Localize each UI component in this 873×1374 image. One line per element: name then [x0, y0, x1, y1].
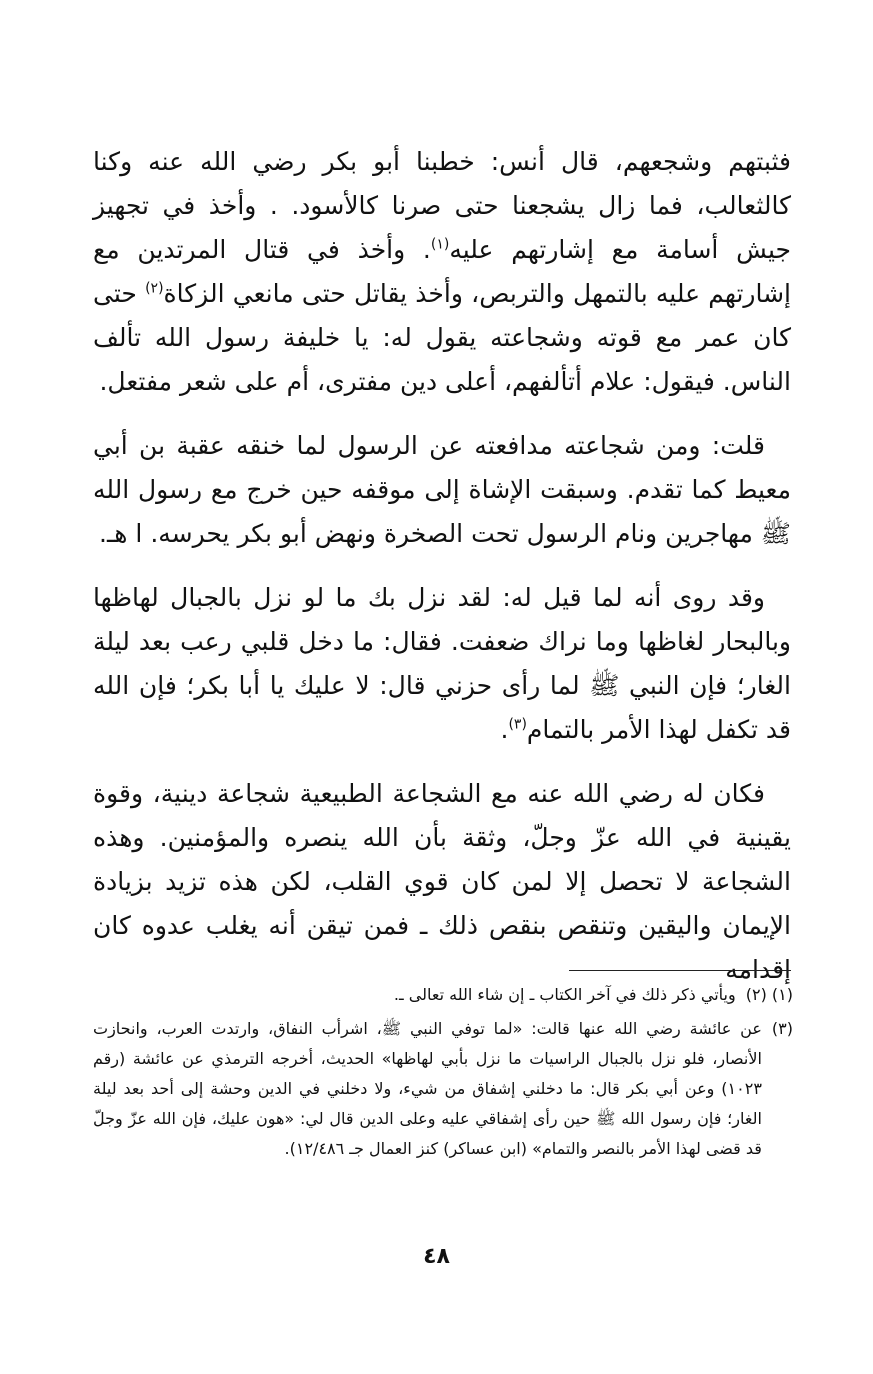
- paragraph-1: [93, 140, 791, 404]
- footnote-number: (١) (٢): [745, 985, 793, 1004]
- paragraph-1-part-c: حتى كان عمر مع قوته وشجاعته يقول له: يا خليفة رسول الله تألف الناس. فيقول: علام أتألفهم، أعلى دين مفترى، أم على شعر مفتعل.: [93, 279, 791, 396]
- footnote-ref-2[interactable]: (٢): [145, 280, 164, 297]
- footnote-text: ويأتي ذكر ذلك في آخر الكتاب ـ إن شاء الله تعالى ـ.: [393, 985, 736, 1004]
- paragraph-3: [93, 576, 791, 752]
- paragraph-2: قلت: ومن شجاعته مدافعته عن الرسول لما خنقه عقبة بن أبي معيط كما تقدم. وسبقت الإشاة إلى موقفه حين خرج مع رسول الله ﷺ مهاجرين ونام الرسول تحت الصخرة ونهض أبو بكر يحرسه. ا هـ.: [93, 431, 791, 548]
- footnote-ref-1[interactable]: (١): [430, 236, 450, 253]
- footnote-text: عن عائشة رضي الله عنها قالت: «لما توفي النبي ﷺ، اشرأب النفاق، وارتدت العرب، وانحازت الأنصار، فلو نزل بالجبال الراسيات ما نزل بأبي لهاظها» الحديث، أخرجه الترمذي عن عائشة (رقم ١٠٢٣) وعن أبي بكر قال: ما دخلني إشفاق من شيء، ولا دخلني في الدين وحشة إلى أحد بعد ليلة الغار؛ فإن رسول الله ﷺ حين رأى إشفاقي عليه وعلى الدين قال لي: «هون عليك، فإن الله عزّ وجلّ قد قضى لهذا الأمر بالنصر والتمام» (ابن عساكر) كنز العمال جـ ١٢/٤٨٦).: [93, 1019, 762, 1158]
- footnote-separator: [569, 970, 791, 971]
- paragraph-3-part-a: وقد روى أنه لما قيل له: لقد نزل بك ما لو نزل بالجبال لهاظها وبالبحار لغاظها وما نراك ضعفت. فقال: ما دخل قلبي رعب بعد ليلة الغار؛ فإن النبي ﷺ لما رأى حزني قال: لا عليك يا أبا بكر؛ فإن الله قد تكفل لهذا الأمر بالتمام: [93, 583, 791, 744]
- footnote-ref-3[interactable]: (٣): [508, 716, 527, 733]
- footnotes: [93, 980, 793, 1168]
- page-number: ٤٨: [423, 1244, 450, 1269]
- footnote-3: [93, 1014, 793, 1164]
- main-text: [93, 140, 791, 1012]
- paragraph-1-part-b: . وأخذ في قتال المرتدين مع إشارتهم عليه بالتمهل والتربص، وأخذ يقاتل حتى مانعي الزكاة: [93, 235, 791, 308]
- paragraph-3-part-b: .: [500, 715, 509, 744]
- footnote-number: (٣): [771, 1019, 793, 1038]
- paragraph-4: فكان له رضي الله عنه مع الشجاعة الطبيعية شجاعة دينية، وقوة يقينية في الله عزّ وجلّ، وثقة بأن الله ينصره والمؤمنين. وهذه الشجاعة لا تحصل إلا لمن كان قوي القلب، لكن هذه تزيد بزيادة الإيمان واليقين وتنقص بنقص ذلك ـ فمن تيقن أنه يغلب عدوه كان إقدامه: [93, 779, 791, 984]
- paragraph-1-part-a: فثبتهم وشجعهم، قال أنس: خطبنا أبو بكر رضي الله عنه وكنا كالثعالب، فما زال يشجعنا حتى صرنا كالأسود. . وأخذ في تجهيز جيش أسامة مع إشارتهم عليه: [93, 147, 791, 264]
- footnote-1-2: [93, 980, 793, 1010]
